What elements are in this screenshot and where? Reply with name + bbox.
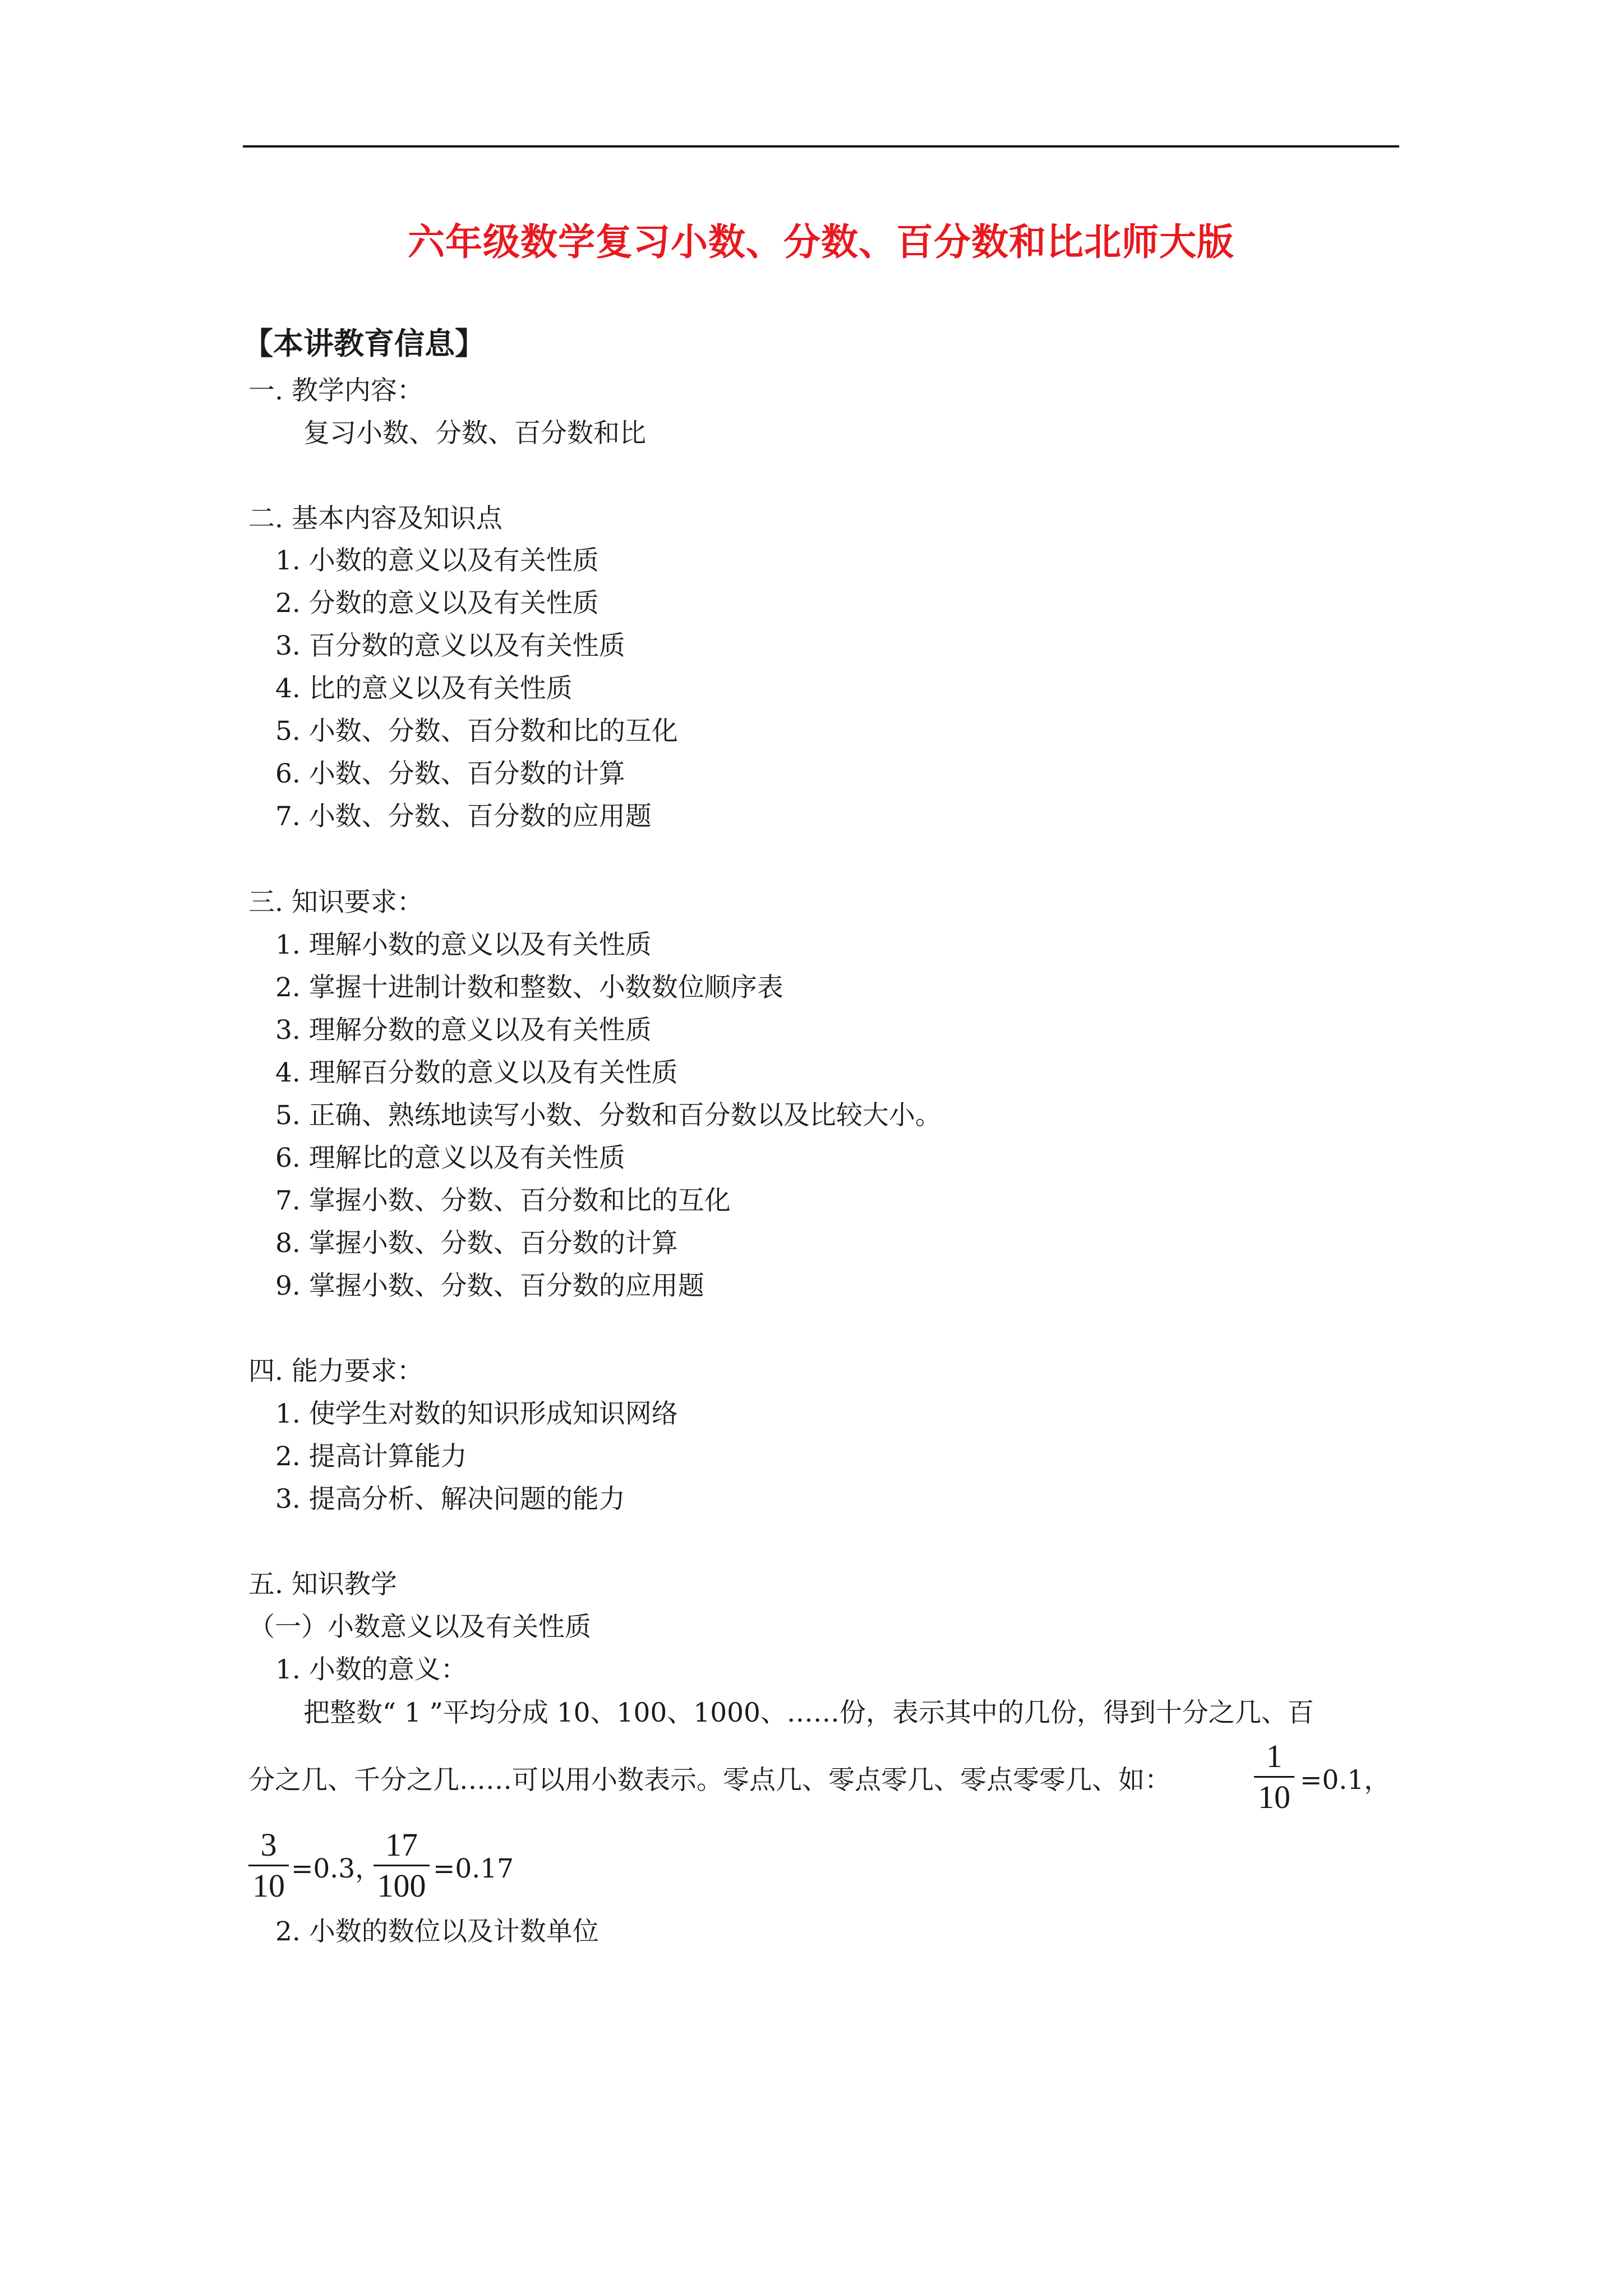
list-item: 5. 小数、分数、百分数和比的互化 — [275, 716, 678, 747]
list-item: 4. 理解百分数的意义以及有关性质 — [275, 1057, 678, 1088]
paragraph-line: 分之几、千分之几……可以用小数表示。零点几、零点零几、零点零零几、如： — [248, 1765, 1171, 1796]
list-item: 2. 小数的数位以及计数单位 — [275, 1916, 599, 1947]
subsection-heading: （一）小数意义以及有关性质 — [248, 1612, 591, 1642]
fraction — [248, 1826, 289, 1904]
fraction-denominator: 100 — [377, 1867, 426, 1904]
list-item: 2. 分数的意义以及有关性质 — [275, 588, 599, 619]
fraction-numerator: 1 — [1266, 1738, 1283, 1774]
list-item: 9. 掌握小数、分数、百分数的应用题 — [275, 1271, 704, 1301]
fraction-numerator: 3 — [260, 1826, 277, 1863]
header-rule — [243, 145, 1399, 148]
paragraph-line: 把整数“ 1 ”平均分成 10、100、1000、……份，表示其中的几份，得到十分之几、百 — [303, 1697, 1314, 1728]
fraction-result: =0.3， — [291, 1853, 382, 1884]
list-item: 7. 掌握小数、分数、百分数和比的互化 — [275, 1185, 731, 1216]
fraction-denominator: 10 — [252, 1867, 285, 1904]
list-item: 1. 小数的意义： — [275, 1654, 467, 1685]
section-2-heading: 二. 基本内容及知识点 — [248, 503, 502, 534]
list-item: 3. 理解分数的意义以及有关性质 — [275, 1015, 652, 1046]
fraction — [374, 1826, 430, 1904]
fraction-result: =0.17 — [433, 1853, 514, 1884]
section-5-heading: 五. 知识教学 — [248, 1569, 397, 1600]
list-item: 8. 掌握小数、分数、百分数的计算 — [275, 1228, 678, 1259]
list-item: 1. 小数的意义以及有关性质 — [275, 545, 599, 576]
list-item: 3. 提高分析、解决问题的能力 — [275, 1484, 625, 1515]
section-1-body: 复习小数、分数、百分数和比 — [303, 418, 646, 449]
info-heading: 【本讲教育信息】 — [243, 326, 485, 361]
list-item: 3. 百分数的意义以及有关性质 — [275, 631, 625, 661]
list-item: 5. 正确、熟练地读写小数、分数和百分数以及比较大小。 — [275, 1100, 942, 1131]
section-1-heading: 一. 教学内容： — [248, 375, 423, 406]
fraction-bar — [248, 1865, 289, 1866]
fraction-result: =0.1， — [1300, 1765, 1391, 1796]
fraction-bar — [1254, 1776, 1294, 1778]
fraction-bar — [374, 1865, 430, 1866]
list-item: 4. 比的意义以及有关性质 — [275, 673, 573, 704]
page-title: 六年级数学复习小数、分数、百分数和比北师大版 — [408, 220, 1234, 264]
list-item: 2. 提高计算能力 — [275, 1441, 467, 1472]
fraction-numerator: 17 — [385, 1826, 418, 1863]
list-item: 2. 掌握十进制计数和整数、小数数位顺序表 — [275, 972, 783, 1003]
list-item: 1. 使学生对数的知识形成知识网络 — [275, 1398, 678, 1429]
fraction — [1254, 1738, 1294, 1816]
list-item: 7. 小数、分数、百分数的应用题 — [275, 801, 652, 832]
fraction-denominator: 10 — [1258, 1779, 1290, 1815]
section-3-heading: 三. 知识要求： — [248, 887, 423, 918]
list-item: 6. 理解比的意义以及有关性质 — [275, 1143, 625, 1174]
list-item: 1. 理解小数的意义以及有关性质 — [275, 930, 652, 960]
section-4-heading: 四. 能力要求： — [248, 1356, 423, 1387]
list-item: 6. 小数、分数、百分数的计算 — [275, 758, 625, 789]
